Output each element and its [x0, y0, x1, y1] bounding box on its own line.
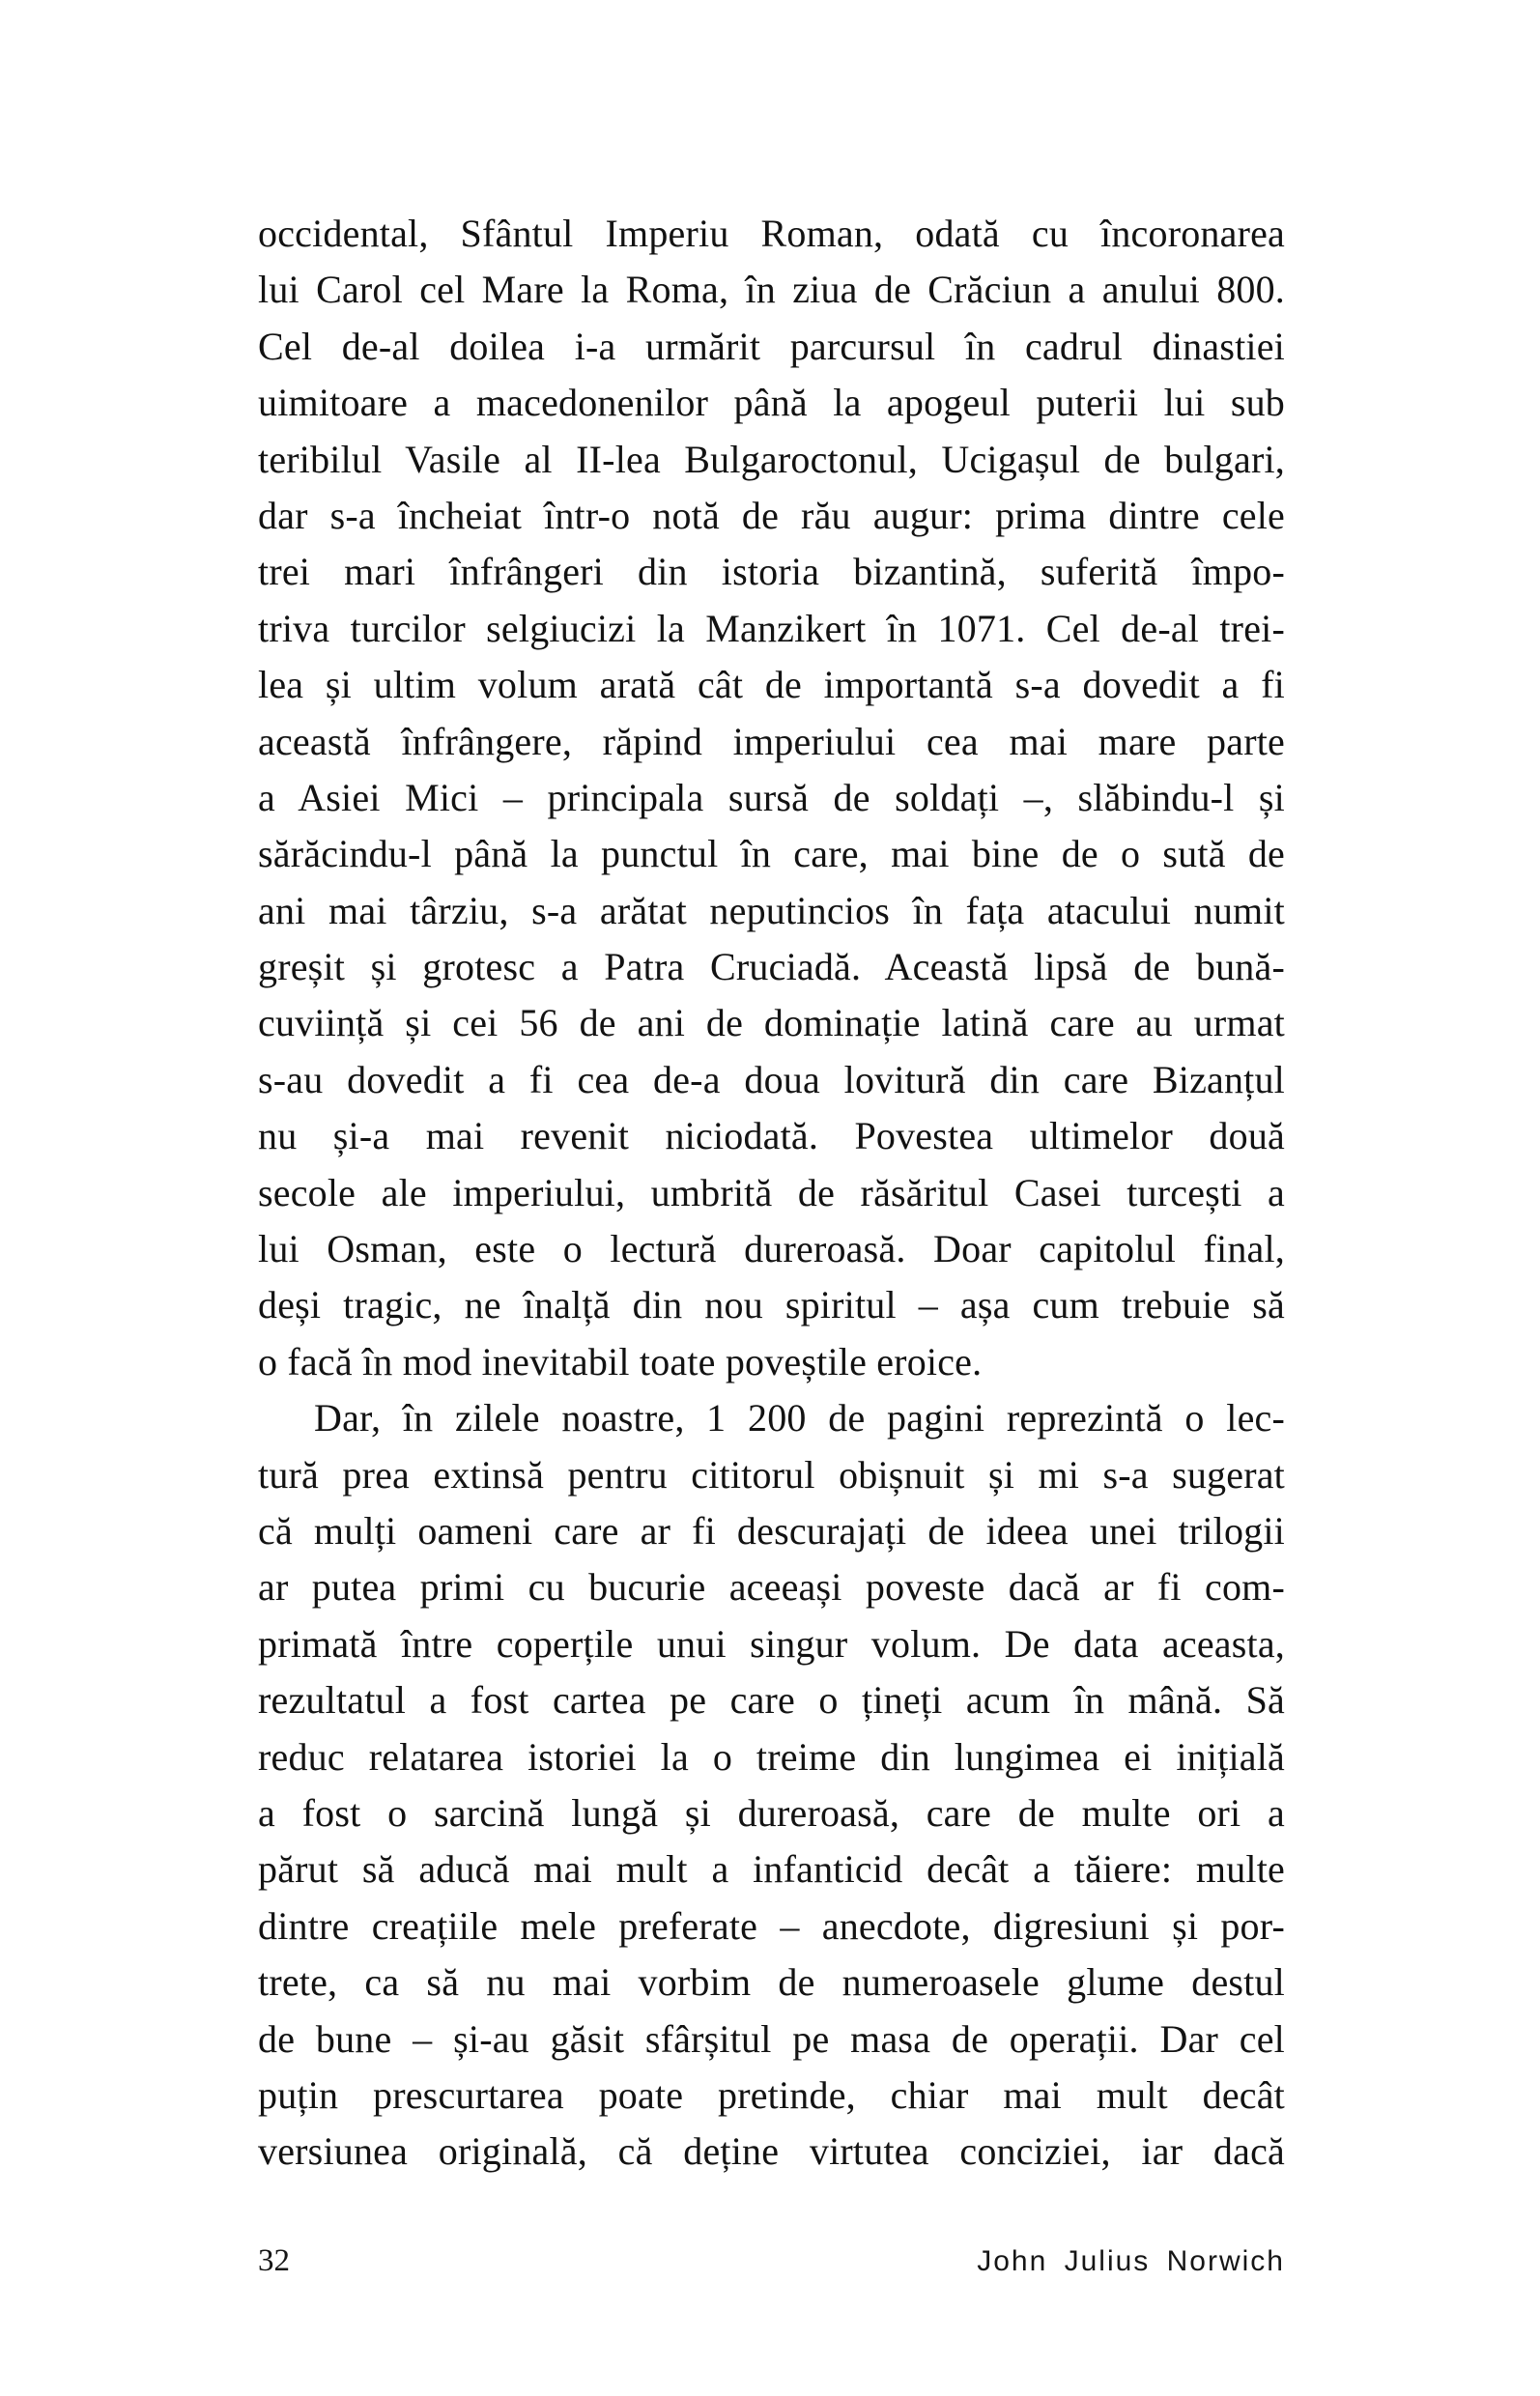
text-line: dar s-a încheiat într-o notă de rău augur: prima dintre cele	[258, 493, 1285, 537]
text-line: greșit și grotesc a Patra Cruciadă. Această lipsă de bună-	[258, 945, 1285, 989]
text-line: a Asiei Mici – principala sursă de soldați –, slăbindu-l și	[258, 775, 1285, 819]
text-line: lui Carol cel Mare la Roma, în ziua de Crăciun a anului 800.	[258, 268, 1285, 312]
text-line: părut să aducă mai mult a infanticid decât a tăiere: multe	[258, 1847, 1285, 1892]
text-line: Dar, în zilele noastre, 1 200 de pagini reprezintă o lec-	[314, 1396, 1285, 1440]
text-line: că mulți oameni care ar fi descurajați de ideea unei trilogii	[258, 1508, 1285, 1553]
text-line: rezultatul a fost cartea pe care o țineți acum în mână. Să	[258, 1678, 1285, 1723]
text-line: primată între coperțile unui singur volum. De data aceasta,	[258, 1621, 1285, 1666]
text-line: sărăcindu-l până la punctul în care, mai bine de o sută de	[258, 832, 1285, 876]
text-line: versiunea originală, că deține virtutea conciziei, iar dacă	[258, 2129, 1285, 2174]
running-footer-author: John Julius Norwich	[977, 2245, 1285, 2277]
text-line: această înfrângere, răpind imperiului cea mai mare parte	[258, 719, 1285, 763]
text-line: s-au dovedit a fi cea de-a doua lovitură din care Bizanțul	[258, 1057, 1285, 1101]
text-line: tură prea extinsă pentru cititorul obișnuit și mi s-a sugerat	[258, 1452, 1285, 1497]
text-line: puțin prescurtarea poate pretinde, chiar mai mult decât	[258, 2072, 1285, 2117]
text-line: Cel de-al doilea i-a urmărit parcursul în cadrul dinastiei	[258, 324, 1285, 368]
text-line: dintre creațiile mele preferate – anecdote, digresiuni și por-	[258, 1903, 1285, 1948]
text-line: secole ale imperiului, umbrită de răsăritul Casei turcești a	[258, 1170, 1285, 1214]
text-line: ar putea primi cu bucurie aceeași poveste dacă ar fi com-	[258, 1565, 1285, 1610]
text-line: lea și ultim volum arată cât de importantă s-a dovedit a fi	[258, 663, 1285, 707]
text-line: cuviință și cei 56 de ani de dominație latină care au urmat	[258, 1001, 1285, 1045]
text-line: deși tragic, ne înalță din nou spiritul – așa cum trebuie să	[258, 1283, 1285, 1327]
text-line: ani mai târziu, s-a arătat neputincios în fața atacului numit	[258, 888, 1285, 932]
text-line: o facă în mod inevitabil toate poveștile eroice.	[258, 1339, 983, 1383]
text-line: lui Osman, este o lectură dureroasă. Doar capitolul final,	[258, 1227, 1285, 1271]
text-line: trei mari înfrângeri din istoria bizantină, suferită împo-	[258, 550, 1285, 594]
text-line: trete, ca să nu mai vorbim de numeroasele glume destul	[258, 1960, 1285, 2005]
text-line: a fost o sarcină lungă și dureroasă, care de multe ori a	[258, 1790, 1285, 1835]
text-line: reduc relatarea istoriei la o treime din lungimea ei inițială	[258, 1734, 1285, 1779]
text-line: uimitoare a macedonenilor până la apogeul puterii lui sub	[258, 381, 1285, 425]
text-line: triva turcilor selgiucizi la Manzikert în 1071. Cel de-al trei-	[258, 606, 1285, 650]
text-line: occidental, Sfântul Imperiu Roman, odată cu încoronarea	[258, 212, 1285, 255]
page-footer	[258, 2243, 1285, 2286]
text-line: nu și-a mai revenit niciodată. Povestea ultimelor două	[258, 1114, 1285, 1158]
text-line: de bune – și-au găsit sfârșitul pe masa de operații. Dar cel	[258, 2016, 1285, 2061]
page-number: 32	[258, 2243, 290, 2278]
text-line: teribilul Vasile al II-lea Bulgaroctonul, Ucigașul de bulgari,	[258, 437, 1285, 481]
page-text-block	[258, 206, 1285, 2181]
